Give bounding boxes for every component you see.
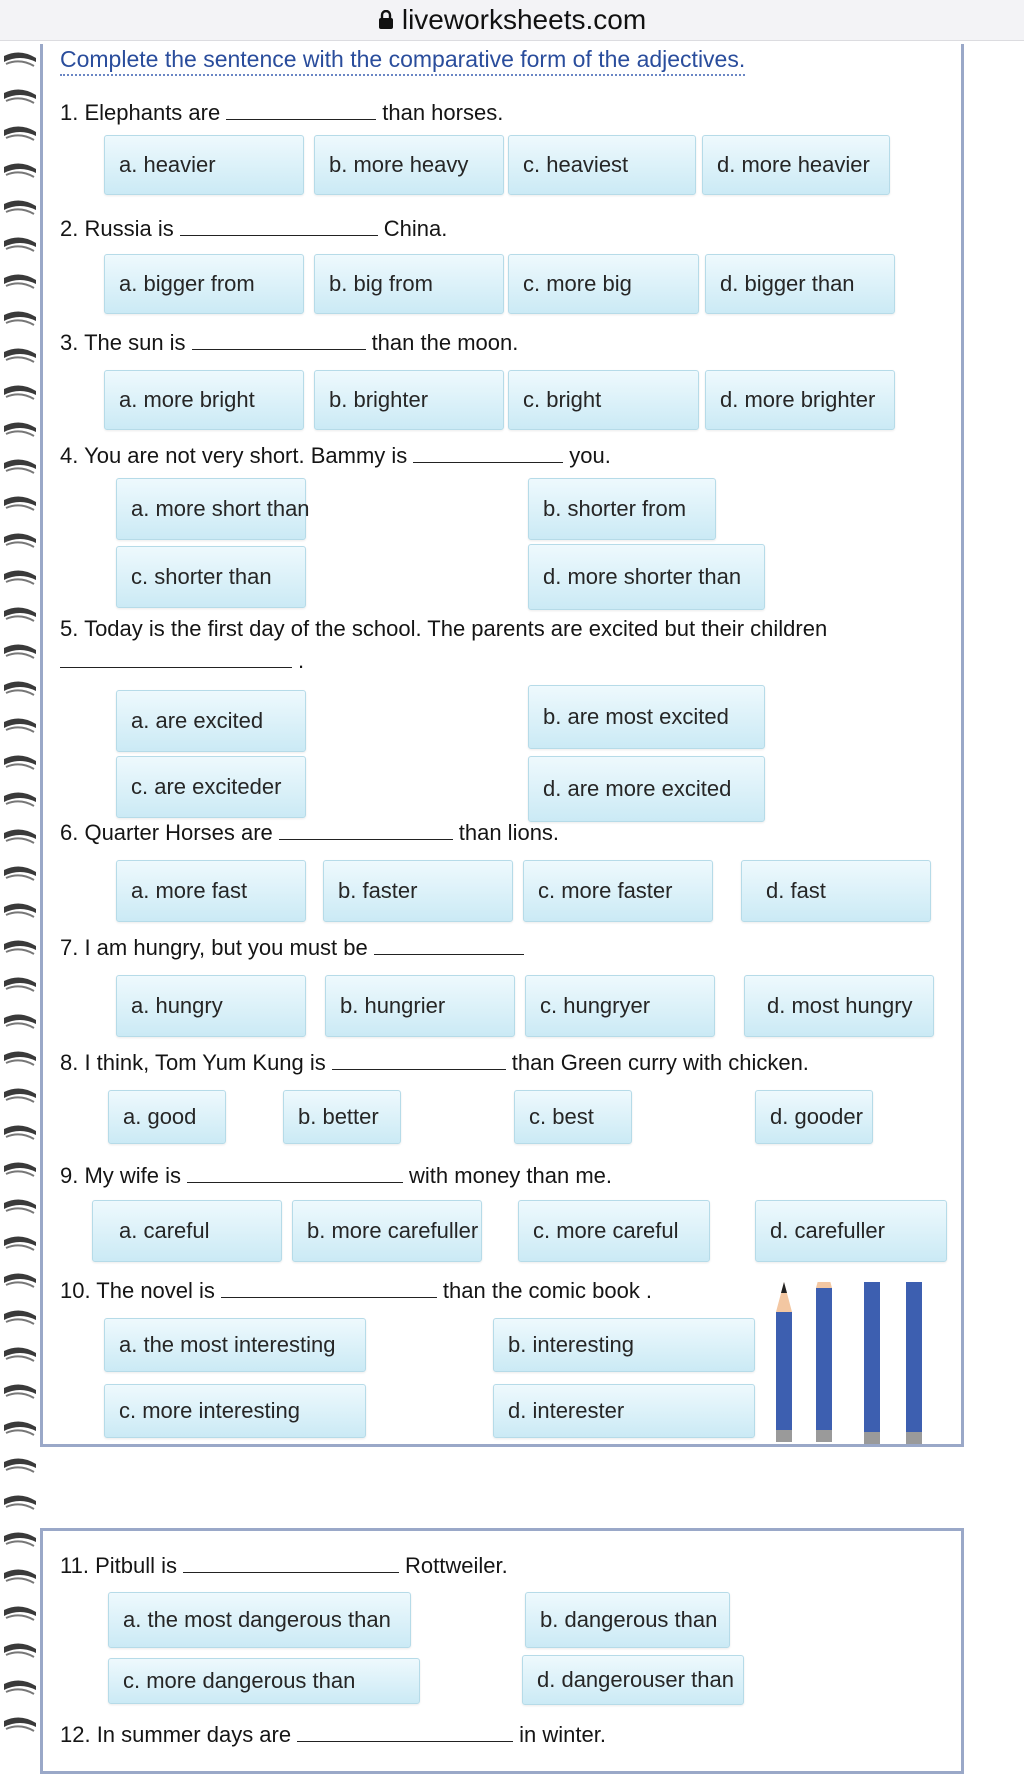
spiral-ring bbox=[2, 679, 38, 699]
option-1b[interactable]: b. more heavy bbox=[314, 135, 504, 195]
question-10: 10. The novel is than the comic book . bbox=[60, 1278, 653, 1303]
spiral-ring bbox=[2, 1456, 38, 1476]
option-1d[interactable]: d. more heavier bbox=[702, 135, 890, 195]
spiral-ring bbox=[2, 309, 38, 329]
option-8a[interactable]: a. good bbox=[108, 1090, 226, 1144]
spiral-ring bbox=[2, 1345, 38, 1365]
spiral-ring bbox=[2, 1641, 38, 1661]
option-3c[interactable]: c. bright bbox=[508, 370, 699, 430]
pencil-icon bbox=[906, 1282, 922, 1444]
spiral-ring bbox=[2, 161, 38, 181]
pencil-icon bbox=[816, 1282, 832, 1442]
option-5b[interactable]: b. are most excited bbox=[528, 685, 765, 749]
spiral-ring bbox=[2, 124, 38, 144]
spiral-ring bbox=[2, 1271, 38, 1291]
spiral-ring bbox=[2, 531, 38, 551]
spiral-ring bbox=[2, 975, 38, 995]
spiral-ring bbox=[2, 642, 38, 662]
option-8d[interactable]: d. gooder bbox=[755, 1090, 873, 1144]
spiral-ring bbox=[2, 753, 38, 773]
spiral-ring bbox=[2, 420, 38, 440]
spiral-ring bbox=[2, 346, 38, 366]
spiral-ring bbox=[2, 790, 38, 810]
spiral-ring bbox=[2, 1197, 38, 1217]
answer-blank bbox=[279, 838, 453, 840]
option-2c[interactable]: c. more big bbox=[508, 254, 699, 314]
option-2a[interactable]: a. bigger from bbox=[104, 254, 304, 314]
option-3a[interactable]: a. more bright bbox=[104, 370, 304, 430]
answer-blank bbox=[226, 118, 376, 120]
question-9: 9. My wife is with money than me. bbox=[60, 1163, 613, 1188]
spiral-ring bbox=[2, 1715, 38, 1735]
spiral-ring bbox=[2, 1678, 38, 1698]
spiral-ring bbox=[2, 1012, 38, 1032]
option-5a[interactable]: a. are excited bbox=[116, 690, 306, 752]
option-8b[interactable]: b. better bbox=[283, 1090, 401, 1144]
option-4a[interactable]: a. more short than bbox=[116, 478, 306, 540]
spiral-ring bbox=[2, 1419, 38, 1439]
answer-blank bbox=[187, 1181, 403, 1183]
option-3b[interactable]: b. brighter bbox=[314, 370, 504, 430]
spiral-ring bbox=[2, 87, 38, 107]
question-8: 8. I think, Tom Yum Kung is than Green curry with chicken. bbox=[60, 1050, 809, 1075]
spiral-ring bbox=[2, 1604, 38, 1624]
spiral-ring bbox=[2, 1160, 38, 1180]
spiral-ring bbox=[2, 605, 38, 625]
spiral-ring bbox=[2, 1493, 38, 1513]
spiral-ring bbox=[2, 1049, 38, 1069]
url-text: liveworksheets.com bbox=[401, 4, 647, 35]
option-10a[interactable]: a. the most interesting bbox=[104, 1318, 366, 1372]
option-2d[interactable]: d. bigger than bbox=[705, 254, 895, 314]
answer-blank bbox=[374, 953, 524, 955]
spiral-ring bbox=[2, 901, 38, 921]
question-6: 6. Quarter Horses are than lions. bbox=[60, 820, 560, 845]
option-7d[interactable]: d. most hungry bbox=[744, 975, 934, 1037]
spiral-ring bbox=[2, 1308, 38, 1328]
option-6d[interactable]: d. fast bbox=[741, 860, 931, 922]
option-2b[interactable]: b. big from bbox=[314, 254, 504, 314]
option-9d[interactable]: d. carefuller bbox=[755, 1200, 947, 1262]
lock-icon bbox=[378, 10, 394, 30]
option-4b[interactable]: b. shorter from bbox=[528, 478, 716, 540]
answer-blank bbox=[180, 234, 378, 236]
option-9a[interactable]: a. careful bbox=[92, 1200, 282, 1262]
spiral-ring bbox=[2, 938, 38, 958]
spiral-ring bbox=[2, 1530, 38, 1550]
address-bar[interactable] bbox=[0, 0, 1024, 41]
option-7a[interactable]: a. hungry bbox=[116, 975, 306, 1037]
question-1: 1. Elephants are than horses. bbox=[60, 100, 504, 125]
spiral-ring bbox=[2, 716, 38, 736]
answer-blank bbox=[221, 1296, 437, 1298]
answer-blank bbox=[60, 666, 292, 668]
spiral-ring bbox=[2, 272, 38, 292]
question-2: 2. Russia is China. bbox=[60, 216, 448, 241]
option-4d[interactable]: d. more shorter than bbox=[528, 544, 765, 610]
option-1c[interactable]: c. heaviest bbox=[508, 135, 696, 195]
option-6a[interactable]: a. more fast bbox=[116, 860, 306, 922]
option-9c[interactable]: c. more careful bbox=[518, 1200, 710, 1262]
option-11c[interactable]: c. more dangerous than bbox=[108, 1658, 420, 1704]
spiral-ring bbox=[2, 864, 38, 884]
question-4: 4. You are not very short. Bammy is you. bbox=[60, 443, 611, 468]
answer-blank bbox=[192, 348, 366, 350]
option-10c[interactable]: c. more interesting bbox=[104, 1384, 366, 1438]
spiral-ring bbox=[2, 1234, 38, 1254]
answer-blank bbox=[332, 1068, 506, 1070]
pencil-icon bbox=[776, 1282, 792, 1442]
answer-blank bbox=[183, 1571, 399, 1573]
option-6b[interactable]: b. faster bbox=[323, 860, 513, 922]
option-3d[interactable]: d. more brighter bbox=[705, 370, 895, 430]
option-10d[interactable]: d. interester bbox=[493, 1384, 755, 1438]
spiral-ring bbox=[2, 50, 38, 70]
question-11: 11. Pitbull is Rottweiler. bbox=[60, 1553, 508, 1578]
spiral-ring bbox=[2, 1567, 38, 1587]
option-8c[interactable]: c. best bbox=[514, 1090, 632, 1144]
spiral-ring bbox=[2, 235, 38, 255]
question-7: 7. I am hungry, but you must be bbox=[60, 935, 530, 961]
spiral-ring bbox=[2, 1382, 38, 1402]
pencil-icon bbox=[864, 1282, 880, 1444]
spiral-ring bbox=[2, 1123, 38, 1143]
option-10b[interactable]: b. interesting bbox=[493, 1318, 755, 1372]
option-11d[interactable]: d. dangerouser than bbox=[522, 1655, 744, 1705]
option-7b[interactable]: b. hungrier bbox=[325, 975, 515, 1037]
spiral-ring bbox=[2, 568, 38, 588]
spiral-ring bbox=[2, 827, 38, 847]
question-5: 5. Today is the first day of the school. The parents are excited but their children bbox=[60, 616, 828, 641]
option-1a[interactable]: a. heavier bbox=[104, 135, 304, 195]
question-3: 3. The sun is than the moon. bbox=[60, 330, 519, 355]
question-5-line-2: . bbox=[60, 648, 304, 674]
option-11b[interactable]: b. dangerous than bbox=[525, 1592, 730, 1648]
pencils-illustration bbox=[770, 1282, 940, 1447]
option-6c[interactable]: c. more faster bbox=[523, 860, 713, 922]
instruction-heading: Complete the sentence with the comparative form of the adjectives. bbox=[60, 46, 745, 76]
answer-blank bbox=[297, 1740, 513, 1742]
option-9b[interactable]: b. more carefuller bbox=[292, 1200, 482, 1262]
spiral-ring bbox=[2, 1086, 38, 1106]
option-11a[interactable]: a. the most dangerous than bbox=[108, 1592, 411, 1648]
spiral-ring bbox=[2, 383, 38, 403]
spiral-binding bbox=[0, 50, 44, 1739]
spiral-ring bbox=[2, 198, 38, 218]
option-4c[interactable]: c. shorter than bbox=[116, 546, 306, 608]
spiral-ring bbox=[2, 494, 38, 514]
answer-blank bbox=[413, 461, 563, 463]
spiral-ring bbox=[2, 457, 38, 477]
option-5d[interactable]: d. are more excited bbox=[528, 756, 765, 822]
option-5c[interactable]: c. are exciteder bbox=[116, 756, 306, 818]
option-7c[interactable]: c. hungryer bbox=[525, 975, 715, 1037]
question-12: 12. In summer days are in winter. bbox=[60, 1722, 606, 1747]
